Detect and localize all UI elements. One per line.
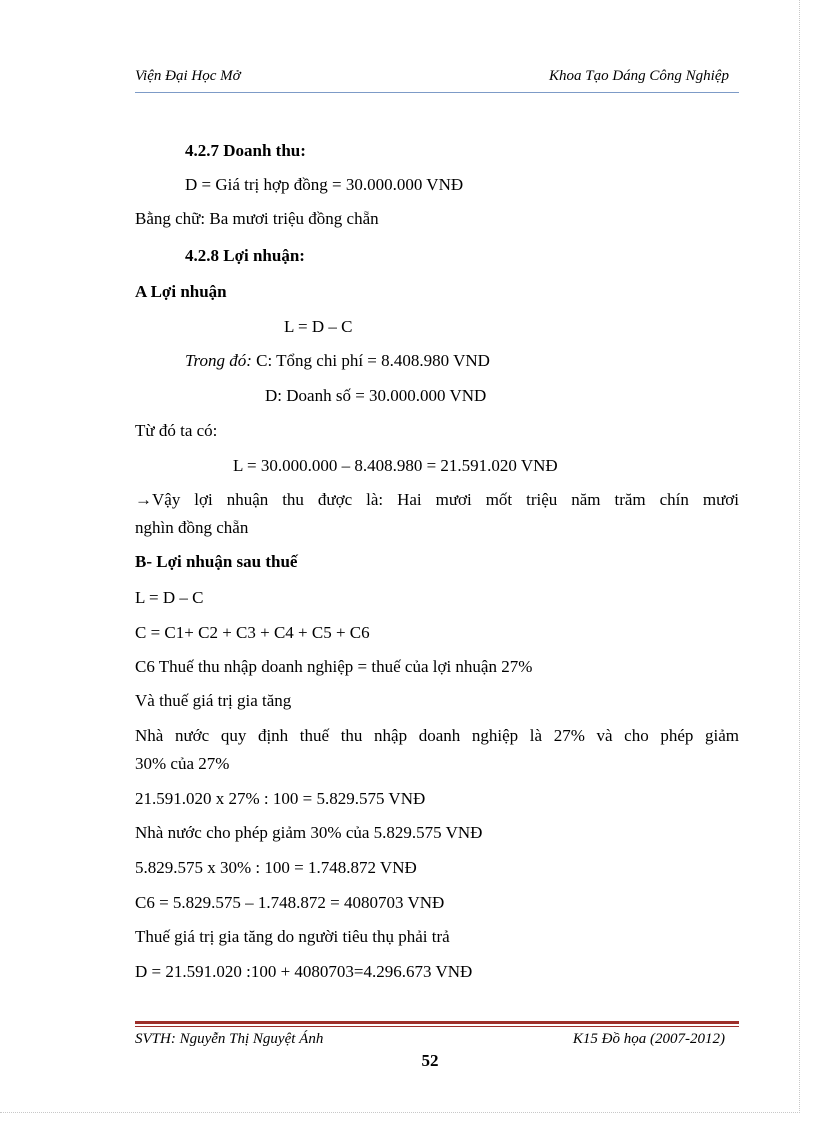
profit-in-words-line-1 bbox=[135, 489, 739, 511]
where-line-c bbox=[135, 350, 789, 372]
section-4-2-7-title: 4.2.7 Doanh thu: bbox=[185, 141, 306, 160]
c6-definition: C6 Thuế thu nhập doanh nghiệp = thuế của lợi nhuận 27% bbox=[135, 657, 533, 676]
reduction-note: Nhà nước cho phép giảm 30% của 5.829.575 VNĐ bbox=[135, 823, 483, 842]
page-header bbox=[135, 66, 739, 93]
footer-student: SVTH: Nguyễn Thị Nguyệt Ánh bbox=[135, 1031, 324, 1047]
footer-course: K15 Đồ họa (2007-2012) bbox=[572, 1031, 725, 1047]
header-faculty: Khoa Tạo Dáng Công Nghiệp bbox=[548, 68, 729, 84]
c6-calculation: C6 = 5.829.575 – 1.748.872 = 4080703 VNĐ bbox=[135, 893, 445, 912]
vat-note: Và thuế giá trị gia tăng bbox=[135, 691, 292, 710]
reduction-calculation: 5.829.575 x 30% : 100 = 1.748.872 VNĐ bbox=[135, 858, 417, 877]
part-b-cost-formula: C = C1+ C2 + C3 + C4 + C5 + C6 bbox=[135, 623, 370, 642]
tax-rule-line-2: 30% của 27% bbox=[135, 754, 230, 773]
total-cost: C: Tổng chi phí = 8.408.980 VND bbox=[251, 351, 490, 370]
revenue-in-words: Bằng chữ: Ba mươi triệu đồng chẵn bbox=[135, 209, 379, 228]
profit-words-1: Vậy lợi nhuận thu được là: Hai mươi mốt triệu năm trăm chín mươi bbox=[152, 490, 739, 509]
part-a-title: A Lợi nhuận bbox=[135, 282, 227, 301]
page-number: 52 bbox=[421, 1051, 439, 1070]
profit-in-words-line-2: nghìn đồng chẵn bbox=[135, 518, 249, 537]
arrow-icon: → bbox=[135, 490, 152, 509]
revenue-formula: D = Giá trị hợp đồng = 30.000.000 VNĐ bbox=[185, 175, 464, 194]
from-that: Từ đó ta có: bbox=[135, 421, 218, 440]
tax-rule-line-1: Nhà nước quy định thuế thu nhập doanh nghiệp là 27% và cho phép giảm bbox=[135, 726, 739, 745]
where-label: Trong đó: bbox=[185, 351, 252, 370]
profit-calculation: L = 30.000.000 – 8.408.980 = 21.591.020 VNĐ bbox=[233, 456, 558, 475]
tax-calculation: 21.591.020 x 27% : 100 = 5.829.575 VNĐ bbox=[135, 789, 426, 808]
header-institution: Viện Đại Học Mở bbox=[135, 68, 241, 84]
part-b-profit-formula: L = D – C bbox=[135, 588, 204, 607]
section-4-2-8-title: 4.2.8 Lợi nhuận: bbox=[185, 246, 305, 265]
d-calculation: D = 21.591.020 :100 + 4080703=4.296.673 VNĐ bbox=[135, 962, 473, 981]
vat-payer-note: Thuế giá trị gia tăng do người tiêu thụ phải trả bbox=[135, 927, 450, 946]
where-line-d: D: Doanh số = 30.000.000 VND bbox=[265, 386, 487, 405]
profit-formula: L = D – C bbox=[284, 317, 353, 336]
part-b-title: B- Lợi nhuận sau thuế bbox=[135, 552, 298, 571]
footer-divider bbox=[135, 1021, 739, 1027]
